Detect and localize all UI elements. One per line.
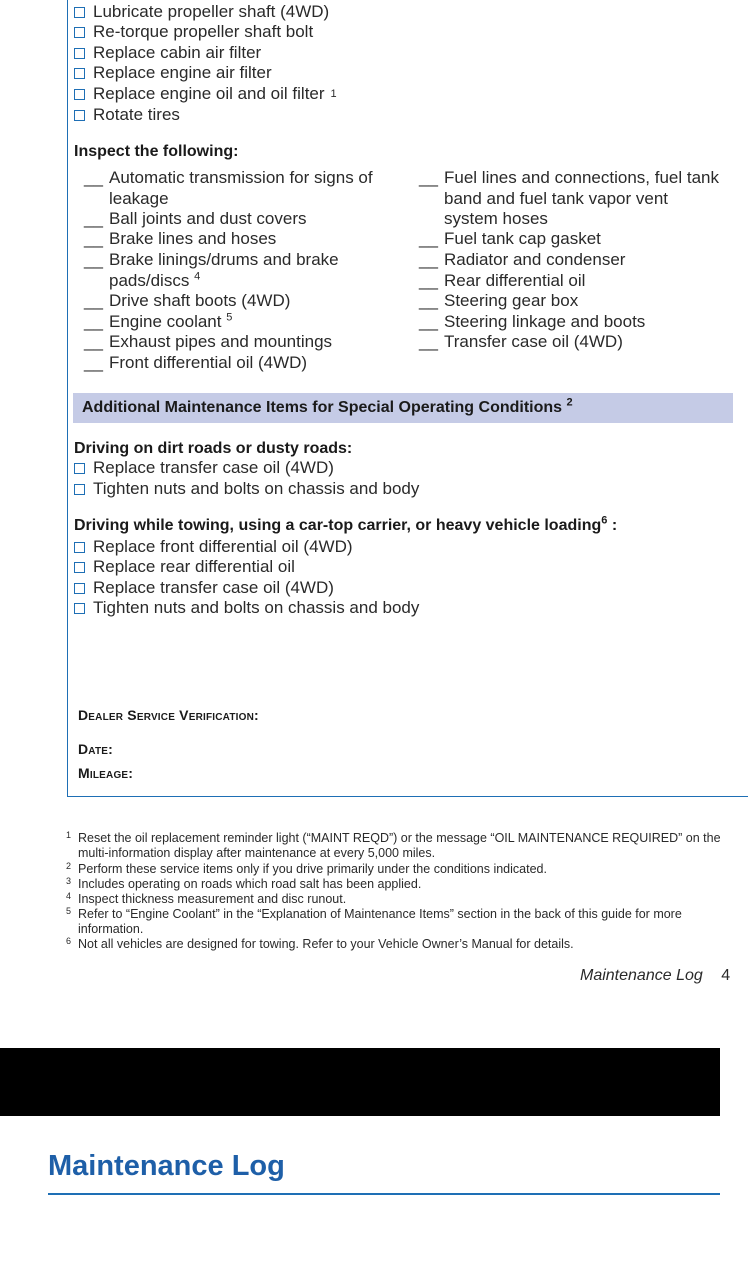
checkbox-icon[interactable] bbox=[74, 583, 85, 594]
checkbox-icon[interactable] bbox=[74, 484, 85, 495]
mileage-label: Mileage: bbox=[78, 765, 134, 781]
inspect-item[interactable]: __ Drive shaft boots (4WD) bbox=[84, 291, 291, 310]
checklist-item[interactable]: Replace rear differential oil bbox=[74, 557, 295, 577]
inspect-item[interactable]: __ Fuel tank cap gasket bbox=[419, 229, 601, 248]
dirt-roads-heading: Driving on dirt roads or dusty roads: bbox=[74, 440, 353, 457]
checklist-item[interactable]: Replace front differential oil (4WD) bbox=[74, 537, 353, 557]
footnote: 1 Reset the oil replacement reminder light (“MAINT REQD”) or the message “OIL MAINTENANCE REQUIRED” on the multi-information display after maintenance at every 5,000 miles. bbox=[66, 830, 721, 860]
checklist-item[interactable]: Rotate tires bbox=[74, 105, 180, 125]
footnote: 2 Perform these service items only if you drive primarily under the conditions indicated. bbox=[66, 861, 547, 876]
inspect-item[interactable]: __ Radiator and condenser bbox=[419, 250, 626, 269]
heading-rule bbox=[48, 1193, 720, 1195]
checklist-item[interactable]: Replace engine air filter bbox=[74, 63, 272, 83]
checkbox-icon[interactable] bbox=[74, 68, 85, 79]
page-separator bbox=[0, 1048, 720, 1116]
page-number: 4 bbox=[721, 967, 731, 984]
checkbox-icon[interactable] bbox=[74, 27, 85, 38]
footnote-ref: 6 bbox=[601, 514, 608, 527]
footnote-ref: 2 bbox=[566, 396, 573, 409]
checkbox-icon[interactable] bbox=[74, 542, 85, 553]
dealer-verification-label: Dealer Service Verification: bbox=[78, 707, 259, 723]
special-conditions-title: Additional Maintenance Items for Special Operating Conditions $^2$ bbox=[82, 396, 573, 416]
inspect-item[interactable]: __ Transfer case oil (4WD) bbox=[419, 332, 623, 351]
checklist-item[interactable]: Replace transfer case oil (4WD) bbox=[74, 458, 334, 478]
inspect-item[interactable]: __ Front differential oil (4WD) bbox=[84, 353, 308, 372]
date-label: Date: bbox=[78, 741, 114, 757]
checkbox-icon[interactable] bbox=[74, 7, 85, 18]
checklist-item[interactable]: Replace transfer case oil (4WD) bbox=[74, 578, 334, 598]
checklist-item[interactable]: Re-torque propeller shaft bolt bbox=[74, 22, 313, 42]
inspect-item[interactable]: __ Ball joints and dust covers bbox=[84, 209, 307, 228]
inspect-item[interactable]: __ Automatic transmission for signs of leakage bbox=[84, 168, 373, 208]
checklist-item[interactable]: Replace engine oil and oil filter 1 bbox=[74, 84, 337, 104]
checklist-item[interactable]: Tighten nuts and bolts on chassis and body bbox=[74, 479, 419, 499]
inspect-item[interactable]: __ Rear differential oil bbox=[419, 271, 586, 290]
inspect-item[interactable]: __ Steering gear box bbox=[419, 291, 579, 310]
inspect-item[interactable]: __ Brake lines and hoses bbox=[84, 229, 277, 248]
checklist-item[interactable]: Lubricate propeller shaft (4WD) bbox=[74, 2, 329, 22]
inspect-item[interactable]: __ Exhaust pipes and mountings bbox=[84, 332, 333, 351]
checkbox-icon[interactable] bbox=[74, 463, 85, 474]
page-footer bbox=[580, 967, 730, 985]
inspect-item[interactable]: __ Steering linkage and boots bbox=[419, 312, 646, 331]
special-conditions-band bbox=[73, 393, 733, 423]
footnote-ref: 4 bbox=[194, 269, 201, 282]
footer-title: Maintenance Log bbox=[580, 967, 703, 984]
towing-heading: Driving while towing, using a car-top carrier, or heavy vehicle loading$^6$ : bbox=[74, 514, 618, 534]
inspect-item[interactable]: __ Fuel lines and connections, fuel tank band and fuel tank vapor vent system hoses bbox=[419, 168, 720, 228]
inspect-heading: Inspect the following: bbox=[74, 143, 239, 160]
footnote: 3 Includes operating on roads which road salt has been applied. bbox=[66, 876, 422, 891]
checklist-item[interactable]: Tighten nuts and bolts on chassis and body bbox=[74, 598, 419, 618]
checkbox-icon[interactable] bbox=[74, 48, 85, 59]
inspect-item[interactable]: __ Engine coolant $^5$ bbox=[84, 311, 233, 331]
checkbox-icon[interactable] bbox=[74, 89, 85, 100]
checkbox-icon[interactable] bbox=[74, 603, 85, 614]
footnote: 5 Refer to “Engine Coolant” in the “Explanation of Maintenance Items” section in the back of this guide for more information. bbox=[66, 906, 682, 936]
footnote: 6 Not all vehicles are designed for towing. Refer to your Vehicle Owner’s Manual for details. bbox=[66, 936, 574, 951]
checkbox-icon[interactable] bbox=[74, 562, 85, 573]
checklist-item[interactable]: Replace cabin air filter bbox=[74, 43, 261, 63]
checkbox-icon[interactable] bbox=[74, 110, 85, 121]
inspect-item[interactable]: __ Brake linings/drums and brake pads/discs $^4$ bbox=[84, 250, 339, 290]
footnote: 4 Inspect thickness measurement and disc runout. bbox=[66, 891, 347, 906]
next-page-title: Maintenance Log bbox=[48, 1150, 285, 1182]
footnote-ref: 5 bbox=[226, 311, 233, 324]
